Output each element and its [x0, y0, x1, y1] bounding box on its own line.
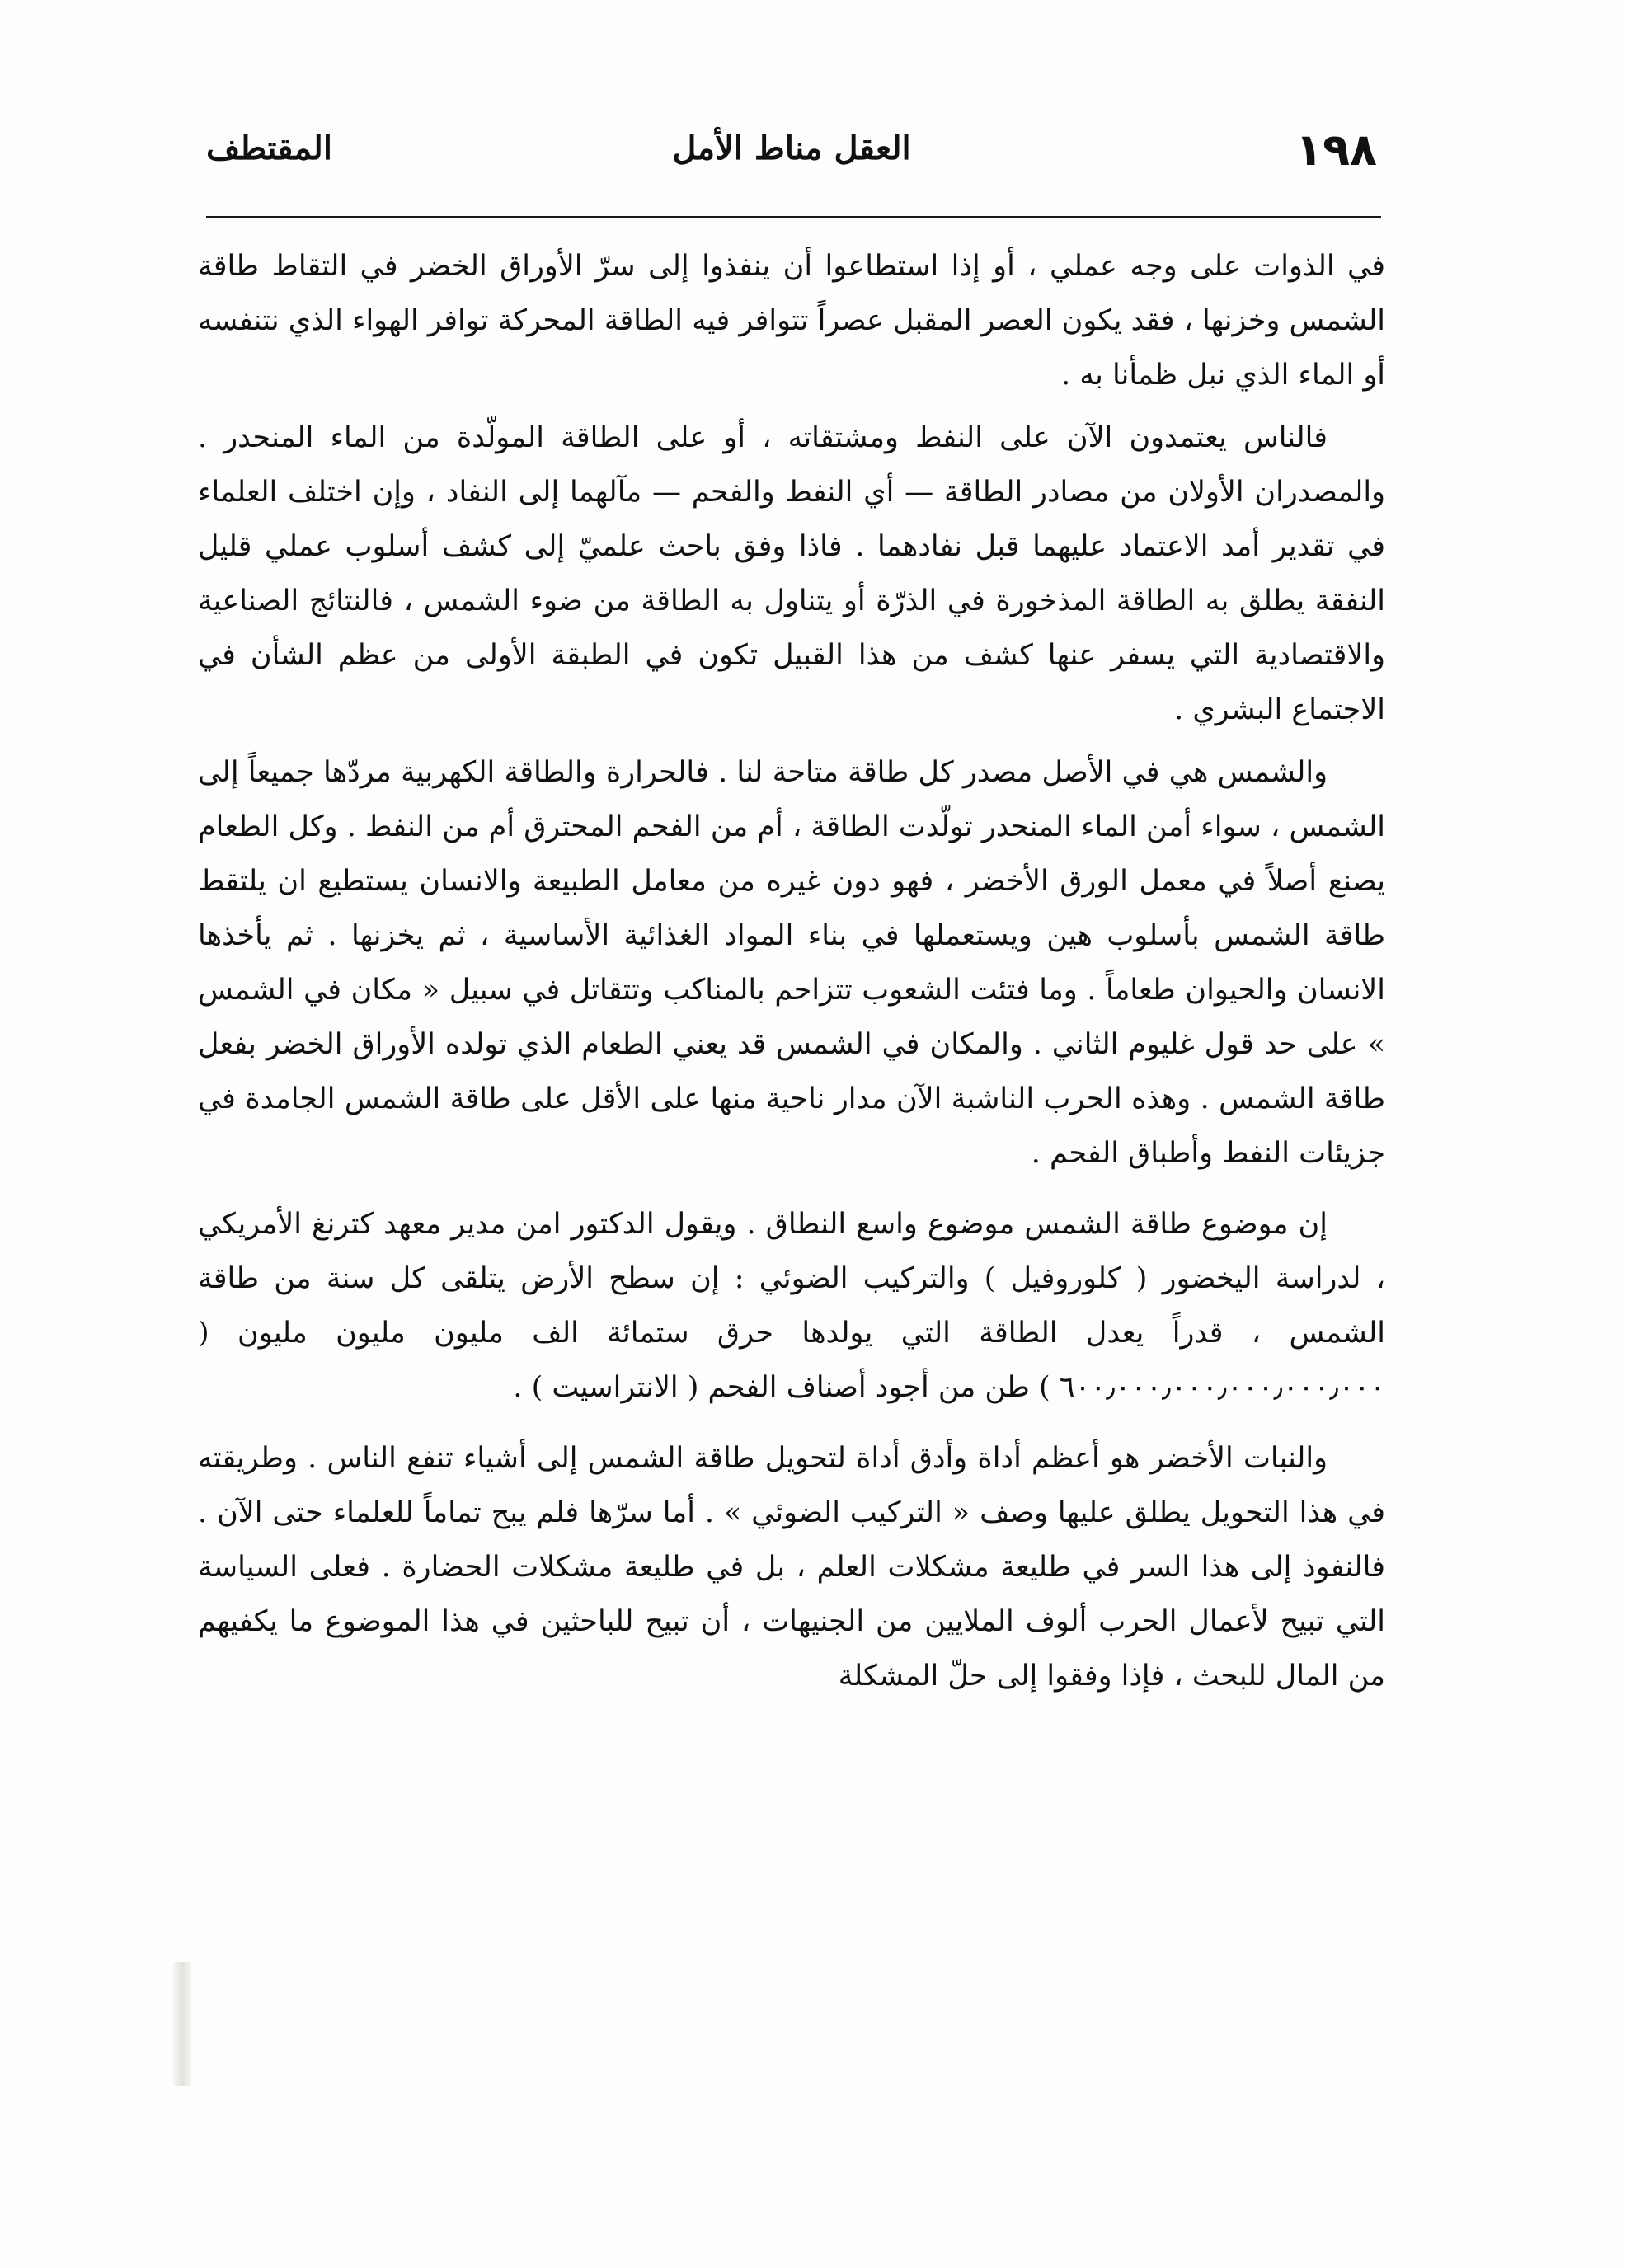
paragraph-3: والشمس هي في الأصل مصدر كل طاقة متاحة لنا . فالحرارة والطاقة الكهربية مردّها جميعاً إلى الشمس ، سواء أمن الماء المنحدر تولّدت الطاقة ، أم من الفحم المحترق أم من النفط . وكل الطعام يصنع أصلاً في معمل الورق الأخضر ، فهو دون غيره من معامل الطبيعة والانسان يستطيع ان يلتقط طاقة الشمس بأسلوب هين ويستعملها في بناء المواد الغذائية الأساسية ، ثم يخزنها . ثم يأخذها الانسان والحيوان طعاماً . وما فتئت الشعوب تتزاحم بالمناكب وتتقاتل في سبيل « مكان في الشمس » على حد قول غليوم الثاني . والمكان في الشمس قد يعني الطعام الذي تولده الأوراق الخضر بفعل طاقة الشمس . وهذه الحرب الناشبة الآن مدار ناحية منها على الأقل على طاقة الشمس الجامدة في جزيئات النفط وأطباق الفحم . — [198, 756, 1385, 1170]
journal-name: المقتطف — [206, 129, 332, 167]
scan-edge-shadow — [173, 1962, 191, 2086]
paragraph-2: فالناس يعتمدون الآن على النفط ومشتقاته ، أو على الطاقة المولّدة من الماء المنحدر . والمصدران الأولان من مصادر الطاقة — أي النفط والفحم — مآلهما إلى النفاد ، وإن اختلف العلماء في تقدير أمد الاعتماد عليهما قبل نفادهما . فاذا وفق باحث علميّ إلى كشف أسلوب عملي قليل النفقة يطلق به الطاقة المذخورة في الذرّة أو يتناول به الطاقة من ضوء الشمس ، فالنتائج الصناعية والاقتصادية التي يسفر عنها كشف من هذا القبيل تكون في الطبقة الأولى من عظم الشأن في الاجتماع البشري . — [198, 421, 1385, 726]
paragraph-5: والنبات الأخضر هو أعظم أداة وأدق أداة لتحويل طاقة الشمس إلى أشياء تنفع الناس . وطريقته في هذا التحويل يطلق عليها وصف « التركيب الضوئي » . أما سرّها فلم يبح تماماً للعلماء حتى الآن . فالنفوذ إلى هذا السر في طليعة مشكلات العلم ، بل في طليعة مشكلات الحضارة . فعلى السياسة التي تبيح لأعمال الحرب ألوف الملايين من الجنيهات ، أن تبيح للباحثين في هذا الموضوع ما يكفيهم من المال للبحث ، فإذا وفقوا إلى حلّ المشكلة — [198, 1442, 1385, 1693]
paragraph-1: في الذوات على وجه عملي ، أو إذا استطاعوا أن ينفذوا إلى سرّ الأوراق الخضر في التقاط طاقة الشمس وخزنها ، فقد يكون العصر المقبل عصراً تتوافر فيه الطاقة المحركة توافر الهواء الذي نتنفسه أو الماء الذي نبل ظمأنا به . — [198, 250, 1385, 392]
header-divider — [206, 216, 1381, 218]
page-number: ١٩٨ — [1295, 124, 1377, 176]
article-body — [198, 239, 1385, 1712]
running-title: العقل مناط الأمل — [672, 129, 911, 167]
paragraph-4: إن موضوع طاقة الشمس موضوع واسع النطاق . ويقول الدكتور امن مدير معهد كترنغ الأمريكي ، لدراسة اليخضور ( كلوروفيل ) والتركيب الضوئي : إن سطح الأرض يتلقى كل سنة من طاقة الشمس ، قدراً يعدل الطاقة التي يولدها حرق ستمائة الف مليون مليون مليون ( ٦٠٠٫٠٠٠٫٠٠٠٫٠٠٠٫٠٠٠٫٠٠٠ ) طن من أجود أصناف الفحم ( الانتراسيت ) . — [198, 1208, 1385, 1404]
running-header — [206, 124, 1377, 198]
